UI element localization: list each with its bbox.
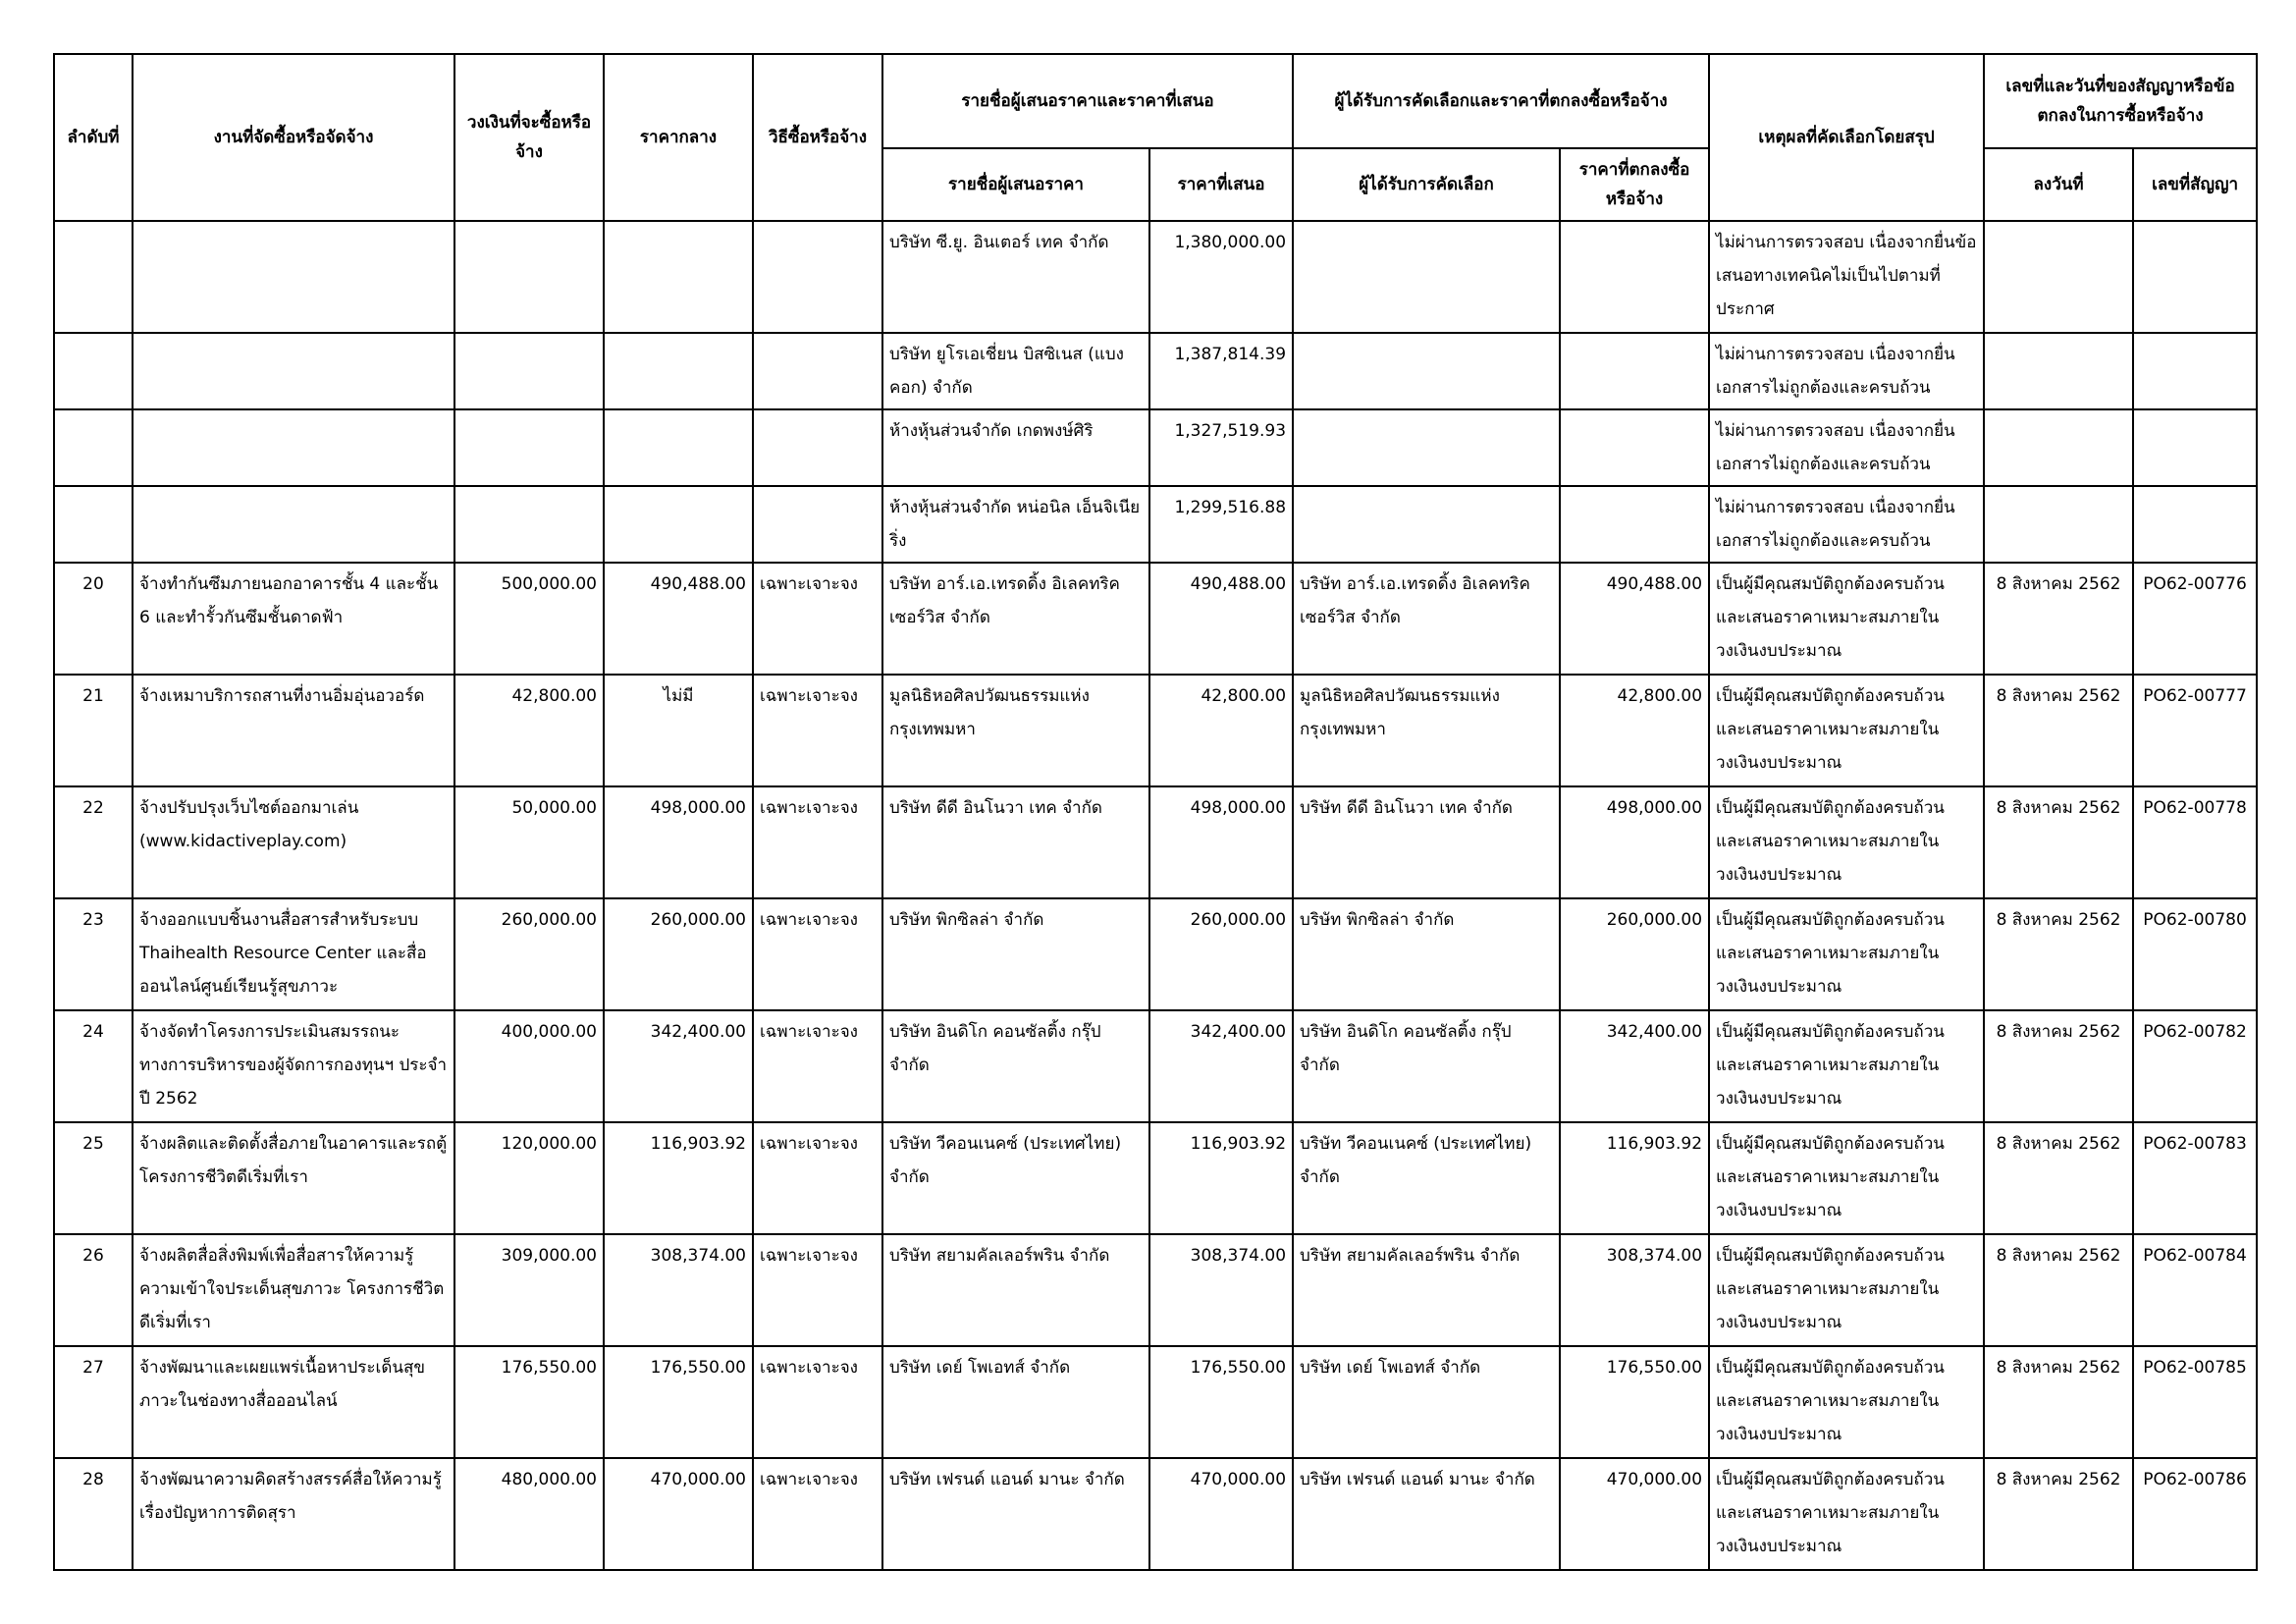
cell-job: จ้างออกแบบชิ้นงานสื่อสารสำหรับระบบ Thaihealth Resource Center และสื่อออนไลน์ศูนย์เรียนรู้สุขภาวะ [133,898,454,1010]
cell-reason: ไม่ผ่านการตรวจสอบ เนื่องจากยื่นเอกสารไม่ถูกต้องและครบถ้วน [1709,409,1984,486]
cell-seq [54,486,133,563]
header-winner-name: ผู้ได้รับการคัดเลือก [1293,148,1560,221]
table-row [54,786,2257,898]
cell-winner-name: บริษัท เฟรนด์ แอนด์ มานะ จำกัด [1293,1458,1560,1570]
cell-agreed-price: 116,903.92 [1560,1122,1709,1234]
table-row [54,1010,2257,1122]
header-bidders-group: รายชื่อผู้เสนอราคาและราคาที่เสนอ [882,54,1293,148]
header-contract-no: เลขที่สัญญา [2133,148,2257,221]
table-row [54,409,2257,486]
header-method: วิธีซื้อหรือจ้าง [753,54,882,221]
cell-bidder-name: บริษัท พิกซิลล่า จำกัด [882,898,1149,1010]
cell-contract-date [1984,333,2133,409]
cell-agreed-price [1560,486,1709,563]
cell-median-price: 490,488.00 [604,563,753,675]
cell-job [133,409,454,486]
header-winner-group: ผู้ได้รับการคัดเลือกและราคาที่ตกลงซื้อหรือจ้าง [1293,54,1709,148]
cell-winner-name: บริษัท พิกซิลล่า จำกัด [1293,898,1560,1010]
table-row [54,333,2257,409]
cell-agreed-price: 498,000.00 [1560,786,1709,898]
header-bidder-name: รายชื่อผู้เสนอราคา [882,148,1149,221]
cell-contract-no: PO62-00785 [2133,1346,2257,1458]
cell-reason: เป็นผู้มีคุณสมบัติถูกต้องครบถ้วน และเสนอราคาเหมาะสมภายในวงเงินงบประมาณ [1709,898,1984,1010]
cell-job: จ้างทำกันซึมภายนอกอาคารชั้น 4 และชั้น 6 และทำรั้วกันซึมชั้นดาดฟ้า [133,563,454,675]
cell-job: จ้างผลิตสื่อสิ่งพิมพ์เพื่อสื่อสารให้ความรู้ความเข้าใจประเด็นสุขภาวะ โครงการชีวิตดีเริ่มที่เรา [133,1234,454,1346]
cell-budget: 260,000.00 [454,898,604,1010]
cell-job: จ้างปรับปรุงเว็บไซต์ออกมาเล่น (www.kidactiveplay.com) [133,786,454,898]
table-row [54,1234,2257,1346]
cell-bid-price: 116,903.92 [1149,1122,1293,1234]
cell-budget: 50,000.00 [454,786,604,898]
cell-contract-date [1984,221,2133,333]
cell-median-price [604,221,753,333]
cell-bid-price: 42,800.00 [1149,675,1293,786]
cell-agreed-price: 470,000.00 [1560,1458,1709,1570]
cell-median-price: 116,903.92 [604,1122,753,1234]
cell-method [753,409,882,486]
cell-job: จ้างพัฒนาความคิดสร้างสรรค์สื่อให้ความรู้ เรื่องปัญหาการติดสุรา [133,1458,454,1570]
cell-job: จ้างผลิตและติดตั้งสื่อภายในอาคารและรถตู้ โครงการชีวิตดีเริ่มที่เรา [133,1122,454,1234]
cell-bidder-name: บริษัท เดย์ โพเอทส์ จำกัด [882,1346,1149,1458]
cell-seq: 22 [54,786,133,898]
cell-reason: เป็นผู้มีคุณสมบัติถูกต้องครบถ้วน และเสนอราคาเหมาะสมภายในวงเงินงบประมาณ [1709,1122,1984,1234]
cell-budget: 42,800.00 [454,675,604,786]
table-header [54,54,2257,221]
cell-job: จ้างเหมาบริการถสานที่งานอิ่มอุ่นอวอร์ด [133,675,454,786]
cell-job: จ้างจัดทำโครงการประเมินสมรรถนะทางการบริหารของผู้จัดการกองทุนฯ ประจำปี 2562 [133,1010,454,1122]
cell-winner-name: บริษัท ดีดี อินโนวา เทค จำกัด [1293,786,1560,898]
cell-budget: 480,000.00 [454,1458,604,1570]
cell-method: เฉพาะเจาะจง [753,1010,882,1122]
cell-reason: เป็นผู้มีคุณสมบัติถูกต้องครบถ้วน และเสนอราคาเหมาะสมภายในวงเงินงบประมาณ [1709,675,1984,786]
cell-contract-date [1984,409,2133,486]
header-agreed-price: ราคาที่ตกลงซื้อหรือจ้าง [1560,148,1709,221]
cell-reason: เป็นผู้มีคุณสมบัติถูกต้องครบถ้วน และเสนอราคาเหมาะสมภายในวงเงินงบประมาณ [1709,1458,1984,1570]
header-bid-price: ราคาที่เสนอ [1149,148,1293,221]
cell-median-price: 260,000.00 [604,898,753,1010]
cell-winner-name: มูลนิธิหอศิลปวัฒนธรรมแห่งกรุงเทพมหา [1293,675,1560,786]
cell-agreed-price: 260,000.00 [1560,898,1709,1010]
table-row [54,1458,2257,1570]
cell-method [753,486,882,563]
cell-contract-no: PO62-00780 [2133,898,2257,1010]
cell-agreed-price [1560,333,1709,409]
cell-contract-no [2133,486,2257,563]
cell-median-price: 176,550.00 [604,1346,753,1458]
cell-budget: 400,000.00 [454,1010,604,1122]
cell-winner-name [1293,221,1560,333]
table-row [54,221,2257,333]
cell-method: เฉพาะเจาะจง [753,1346,882,1458]
table-row [54,563,2257,675]
cell-job [133,486,454,563]
cell-contract-date: 8 สิงหาคม 2562 [1984,898,2133,1010]
cell-agreed-price: 308,374.00 [1560,1234,1709,1346]
cell-contract-date: 8 สิงหาคม 2562 [1984,675,2133,786]
cell-agreed-price: 42,800.00 [1560,675,1709,786]
cell-job [133,221,454,333]
cell-method: เฉพาะเจาะจง [753,563,882,675]
cell-seq: 28 [54,1458,133,1570]
cell-bid-price: 176,550.00 [1149,1346,1293,1458]
header-median-price: ราคากลาง [604,54,753,221]
cell-winner-name: บริษัท อาร์.เอ.เทรดดิ้ง อิเลคทริค เซอร์วิส จำกัด [1293,563,1560,675]
cell-bid-price: 498,000.00 [1149,786,1293,898]
cell-contract-no: PO62-00786 [2133,1458,2257,1570]
cell-winner-name [1293,409,1560,486]
cell-median-price: 498,000.00 [604,786,753,898]
cell-agreed-price: 490,488.00 [1560,563,1709,675]
cell-reason: เป็นผู้มีคุณสมบัติถูกต้องครบถ้วน และเสนอราคาเหมาะสมภายในวงเงินงบประมาณ [1709,1346,1984,1458]
cell-agreed-price: 176,550.00 [1560,1346,1709,1458]
cell-seq: 25 [54,1122,133,1234]
cell-median-price: 470,000.00 [604,1458,753,1570]
cell-contract-date: 8 สิงหาคม 2562 [1984,1458,2133,1570]
cell-agreed-price [1560,409,1709,486]
cell-method [753,333,882,409]
cell-bidder-name: ห้างหุ้นส่วนจำกัด เกดพงษ์ศิริ [882,409,1149,486]
cell-method: เฉพาะเจาะจง [753,1122,882,1234]
cell-method: เฉพาะเจาะจง [753,1458,882,1570]
table-row [54,1346,2257,1458]
cell-winner-name: บริษัท เดย์ โพเอทส์ จำกัด [1293,1346,1560,1458]
cell-median-price [604,486,753,563]
cell-bid-price: 1,299,516.88 [1149,486,1293,563]
cell-contract-date: 8 สิงหาคม 2562 [1984,1346,2133,1458]
cell-contract-no: PO62-00777 [2133,675,2257,786]
cell-budget [454,409,604,486]
cell-method: เฉพาะเจาะจง [753,898,882,1010]
cell-reason: เป็นผู้มีคุณสมบัติถูกต้องครบถ้วน และเสนอราคาเหมาะสมภายในวงเงินงบประมาณ [1709,1234,1984,1346]
cell-median-price: ไม่มี [604,675,753,786]
cell-contract-date: 8 สิงหาคม 2562 [1984,1122,2133,1234]
cell-contract-no [2133,333,2257,409]
header-job: งานที่จัดซื้อหรือจัดจ้าง [133,54,454,221]
cell-reason: ไม่ผ่านการตรวจสอบ เนื่องจากยื่นข้อเสนอทางเทคนิคไม่เป็นไปตามที่ประกาศ [1709,221,1984,333]
cell-bidder-name: บริษัท อาร์.เอ.เทรดดิ้ง อิเลคทริค เซอร์วิส จำกัด [882,563,1149,675]
cell-bidder-name: บริษัท วีคอนเนคซ์ (ประเทศไทย) จำกัด [882,1122,1149,1234]
cell-budget: 120,000.00 [454,1122,604,1234]
cell-winner-name: บริษัท สยามคัลเลอร์พริน จำกัด [1293,1234,1560,1346]
cell-method: เฉพาะเจาะจง [753,1234,882,1346]
cell-contract-date: 8 สิงหาคม 2562 [1984,786,2133,898]
header-budget: วงเงินที่จะซื้อหรือจ้าง [454,54,604,221]
cell-seq [54,409,133,486]
cell-median-price [604,333,753,409]
cell-budget: 309,000.00 [454,1234,604,1346]
cell-job: จ้างพัฒนาและเผยแพร่เนื้อหาประเด็นสุขภาวะในช่องทางสื่อออนไลน์ [133,1346,454,1458]
cell-budget: 500,000.00 [454,563,604,675]
cell-contract-no [2133,409,2257,486]
cell-reason: ไม่ผ่านการตรวจสอบ เนื่องจากยื่นเอกสารไม่ถูกต้องและครบถ้วน [1709,333,1984,409]
cell-bidder-name: บริษัท เฟรนด์ แอนด์ มานะ จำกัด [882,1458,1149,1570]
cell-budget [454,221,604,333]
cell-reason: ไม่ผ่านการตรวจสอบ เนื่องจากยื่นเอกสารไม่ถูกต้องและครบถ้วน [1709,486,1984,563]
cell-seq: 21 [54,675,133,786]
cell-reason: เป็นผู้มีคุณสมบัติถูกต้องครบถ้วน และเสนอราคาเหมาะสมภายในวงเงินงบประมาณ [1709,786,1984,898]
cell-bidder-name: บริษัท อินดิโก คอนซัลติ้ง กรุ๊ป จำกัด [882,1010,1149,1122]
cell-contract-no: PO62-00778 [2133,786,2257,898]
cell-bidder-name: บริษัท สยามคัลเลอร์พริน จำกัด [882,1234,1149,1346]
cell-seq [54,333,133,409]
table-row [54,1122,2257,1234]
cell-contract-no [2133,221,2257,333]
cell-bid-price: 1,380,000.00 [1149,221,1293,333]
cell-contract-date: 8 สิงหาคม 2562 [1984,1234,2133,1346]
table-body [54,221,2257,1570]
cell-contract-no: PO62-00783 [2133,1122,2257,1234]
cell-contract-no: PO62-00782 [2133,1010,2257,1122]
table-row [54,486,2257,563]
table-row [54,898,2257,1010]
cell-bid-price: 308,374.00 [1149,1234,1293,1346]
cell-budget [454,333,604,409]
cell-seq: 26 [54,1234,133,1346]
cell-method: เฉพาะเจาะจง [753,786,882,898]
cell-contract-no: PO62-00776 [2133,563,2257,675]
cell-contract-date: 8 สิงหาคม 2562 [1984,563,2133,675]
cell-bidder-name: มูลนิธิหอศิลปวัฒนธรรมแห่งกรุงเทพมหา [882,675,1149,786]
cell-seq: 24 [54,1010,133,1122]
cell-agreed-price [1560,221,1709,333]
cell-bid-price: 1,327,519.93 [1149,409,1293,486]
cell-contract-date: 8 สิงหาคม 2562 [1984,1010,2133,1122]
cell-contract-date [1984,486,2133,563]
table-row [54,675,2257,786]
cell-bidder-name: บริษัท ซี.ยู. อินเตอร์ เทค จำกัด [882,221,1149,333]
header-seq: ลำดับที่ [54,54,133,221]
procurement-table [53,53,2258,1571]
procurement-report-page [53,53,2256,1571]
cell-contract-no: PO62-00784 [2133,1234,2257,1346]
cell-bid-price: 1,387,814.39 [1149,333,1293,409]
cell-winner-name [1293,486,1560,563]
cell-reason: เป็นผู้มีคุณสมบัติถูกต้องครบถ้วน และเสนอราคาเหมาะสมภายในวงเงินงบประมาณ [1709,1010,1984,1122]
header-contract-group: เลขที่และวันที่ของสัญญาหรือข้อตกลงในการซื้อหรือจ้าง [1984,54,2257,148]
cell-median-price: 342,400.00 [604,1010,753,1122]
cell-bid-price: 342,400.00 [1149,1010,1293,1122]
cell-reason: เป็นผู้มีคุณสมบัติถูกต้องครบถ้วน และเสนอราคาเหมาะสมภายในวงเงินงบประมาณ [1709,563,1984,675]
cell-bid-price: 490,488.00 [1149,563,1293,675]
cell-seq: 23 [54,898,133,1010]
cell-median-price [604,409,753,486]
cell-budget [454,486,604,563]
header-contract-date: ลงวันที่ [1984,148,2133,221]
header-reason: เหตุผลที่คัดเลือกโดยสรุป [1709,54,1984,221]
cell-bidder-name: บริษัท ดีดี อินโนวา เทค จำกัด [882,786,1149,898]
cell-bidder-name: ห้างหุ้นส่วนจำกัด หน่อนิล เอ็นจิเนียริ่ง [882,486,1149,563]
cell-bid-price: 260,000.00 [1149,898,1293,1010]
cell-median-price: 308,374.00 [604,1234,753,1346]
cell-job [133,333,454,409]
cell-seq: 20 [54,563,133,675]
cell-bid-price: 470,000.00 [1149,1458,1293,1570]
cell-winner-name: บริษัท อินดิโก คอนซัลติ้ง กรุ๊ป จำกัด [1293,1010,1560,1122]
cell-agreed-price: 342,400.00 [1560,1010,1709,1122]
cell-method [753,221,882,333]
cell-seq [54,221,133,333]
cell-winner-name [1293,333,1560,409]
cell-bidder-name: บริษัท ยูโรเอเชี่ยน บิสซิเนส (แบงคอก) จำกัด [882,333,1149,409]
cell-winner-name: บริษัท วีคอนเนคซ์ (ประเทศไทย) จำกัด [1293,1122,1560,1234]
cell-budget: 176,550.00 [454,1346,604,1458]
cell-seq: 27 [54,1346,133,1458]
cell-method: เฉพาะเจาะจง [753,675,882,786]
